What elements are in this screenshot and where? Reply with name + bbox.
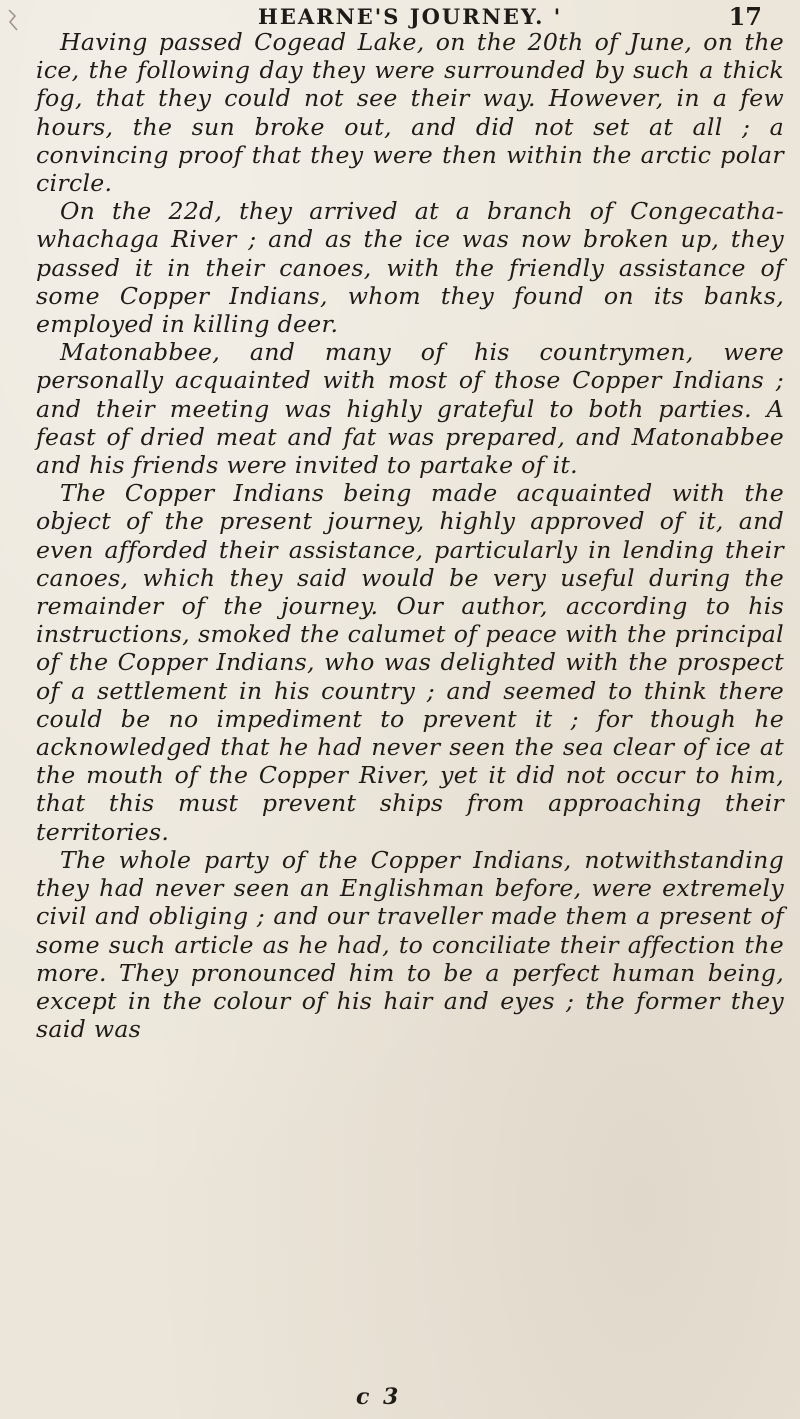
- body-text: [36, 28, 784, 1043]
- paragraph: Having passed Cogead Lake, on the 20th of June, on the ice, the following day they were surrounded by such a thick fog, that they could not see their way. However, in a few hours, the sun broke out, and did not set at all ; a convincing proof that they were then within the arctic polar circle.: [36, 28, 784, 198]
- paragraph: The Copper Indians being made acquainted with the object of the present journey, highly approved of it, and even afforded their assistance, particularly in lending their canoes, which they said would be very useful during the remainder of the journey. Our author, according to his instructions, smoked the calumet of peace with the principal of the Copper Indians, who was delighted with the prospect of a settlement in his country ; and seemed to think there could be no impediment to prevent it ; for though he acknowledged that he had never seen the sea clear of ice at the mouth of the Copper River, yet it did not occur to him, that this must prevent ships from approaching their territories.: [36, 479, 784, 846]
- signature-mark: c 3: [356, 1384, 402, 1410]
- paragraph: On the 22d, they arrived at a branch of Congecatha-whachaga River ; and as the ice was now broken up, they passed it in their canoes, with the friendly assistance of some Copper Indians, whom they found on its banks, employed in killing deer.: [36, 197, 784, 339]
- paragraph: Matonabbee, and many of his countrymen, were personally acquainted with most of those Copper Indians ; and their meeting was highly grateful to both parties. A feast of dried meat and fat was prepared, and Matonabbee and his friends were invited to partake of it.: [36, 338, 784, 480]
- running-head: HEARNE'S JOURNEY. ': [258, 4, 563, 29]
- paragraph: The whole party of the Copper Indians, notwithstanding they had never seen an Englishman before, were extremely civil and obliging ; and our traveller made them a present of some such article as he had, to conciliate their affection the more. They pronounced him to be a perfect human being, except in the colour of his hair and eyes ; the former they said was: [36, 845, 784, 1044]
- page-number: 17: [728, 2, 762, 31]
